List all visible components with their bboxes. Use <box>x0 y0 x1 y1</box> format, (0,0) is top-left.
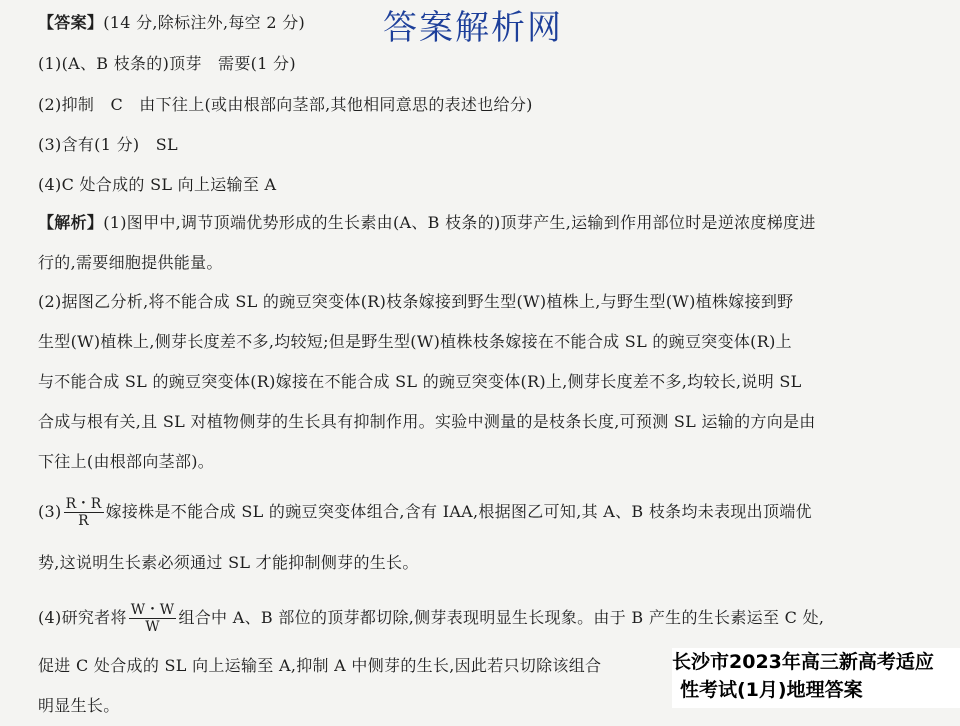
answer-line-1: (1)(A、B 枝条的)顶芽 需要(1 分) <box>38 54 296 73</box>
fraction-denominator: W <box>145 619 160 635</box>
analysis-p4-line2: 促进 C 处合成的 SL 向上运输至 A,抑制 A 中侧芽的生长,因此若只切除该组合 <box>38 656 602 675</box>
answer-header-note: (14 分,除标注外,每空 2 分) <box>103 13 306 32</box>
analysis-p1-line2: 行的,需要细胞提供能量。 <box>38 253 223 272</box>
exam-caption-line2: 性考试(1月)地理答案 <box>680 679 863 701</box>
fraction-denominator: R <box>78 513 89 529</box>
page-watermark: 答案解析网 <box>383 8 563 48</box>
analysis-p2-line1: (2)据图乙分析,将不能合成 SL 的豌豆突变体(R)枝条嫁接到野生型(W)植株上,与野生型(W)植株嫁接到野 <box>38 292 794 311</box>
analysis-p3-line1 <box>38 496 812 529</box>
answer-line-3: (3)含有(1 分) SL <box>38 135 178 154</box>
fraction-rr <box>64 496 104 529</box>
answer-line-2: (2)抑制 C 由下往上(或由根部向茎部,其他相同意思的表述也给分) <box>38 95 533 114</box>
analysis-p3-prefix: (3) <box>38 502 62 521</box>
analysis-p2-line4: 合成与根有关,且 SL 对植物侧芽的生长具有抑制作用。实验中测量的是枝条长度,可预测 SL 运输的方向是由 <box>38 412 816 431</box>
fraction-ww <box>129 602 177 635</box>
analysis-p2-line3: 与不能合成 SL 的豌豆突变体(R)嫁接在不能合成 SL 的豌豆突变体(R)上,侧芽长度差不多,均较长,说明 SL <box>38 372 802 391</box>
analysis-p4-prefix: (4)研究者将 <box>38 608 127 627</box>
answer-header <box>38 13 305 33</box>
answer-header-label: 【答案】 <box>38 13 104 32</box>
fraction-numerator: W・W <box>130 602 175 618</box>
exam-caption <box>672 648 960 708</box>
analysis-p3-line2: 势,这说明生长素必须通过 SL 才能抑制侧芽的生长。 <box>38 553 419 572</box>
exam-caption-line1: 长沙市2023年高三新高考适应 <box>672 651 934 673</box>
analysis-p4-line1 <box>38 602 824 635</box>
answer-line-4: (4)C 处合成的 SL 向上运输至 A <box>38 175 277 194</box>
analysis-p4-text: 组合中 A、B 部位的顶芽都切除,侧芽表现明显生长现象。由于 B 产生的生长素运至 C 处, <box>178 608 825 627</box>
fraction-numerator: R・R <box>65 496 102 512</box>
analysis-p1-text: (1)图甲中,调节顶端优势形成的生长素由(A、B 枝条的)顶芽产生,运输到作用部位时是逆浓度梯度进 <box>103 213 816 232</box>
analysis-p2-line2: 生型(W)植株上,侧芽长度差不多,均较短;但是野生型(W)植株枝条嫁接在不能合成 SL 的豌豆突变体(R)上 <box>38 332 792 351</box>
analysis-p3-text: 嫁接株是不能合成 SL 的豌豆突变体组合,含有 IAA,根据图乙可知,其 A、B 枝条均未表现出顶端优 <box>105 502 812 521</box>
analysis-p1-line1 <box>38 213 816 233</box>
analysis-p4-line3: 明显生长。 <box>38 696 120 715</box>
analysis-header-label: 【解析】 <box>38 213 104 232</box>
analysis-p2-line5: 下往上(由根部向茎部)。 <box>38 452 215 471</box>
